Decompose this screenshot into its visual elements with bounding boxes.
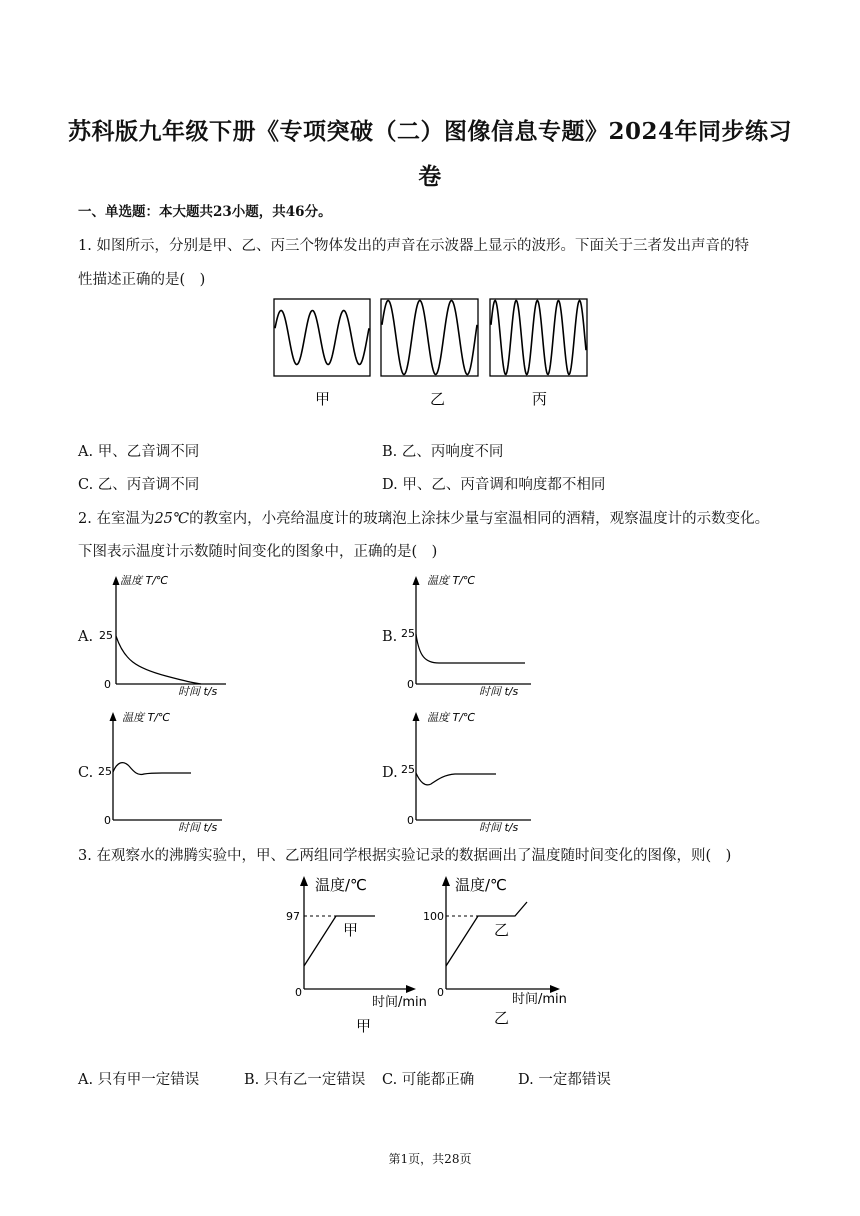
- graph-c-tick-25: 25: [98, 765, 112, 778]
- waveform-yi: [381, 299, 478, 376]
- graph-a-y-label: 温度 T/℃: [120, 574, 169, 587]
- graph-c-x-label: 时间 t/s: [178, 821, 218, 834]
- q2-option-b-label: B.: [382, 629, 398, 645]
- q3-graph-jia: [282, 868, 432, 1038]
- graph-yi-x-label: 时间/min: [512, 992, 567, 1007]
- q1-option-a: A. 甲、乙音调不同: [78, 444, 200, 460]
- graph-yi-origin: 0: [437, 986, 444, 999]
- graph-a-tick-25: 25: [99, 629, 113, 642]
- waveform-label-jia: 甲: [315, 390, 331, 408]
- graph-yi-curve: [446, 902, 527, 966]
- q1-stem-line2: 性描述正确的是( ): [78, 272, 206, 288]
- graph-c-y-label: 温度 T/℃: [122, 711, 171, 724]
- graph-jia-curve: [304, 916, 375, 966]
- graph-a-origin: 0: [104, 678, 111, 691]
- graph-jia-curve-label: 甲: [343, 921, 359, 939]
- q1-option-c: C. 乙、丙音调不同: [78, 477, 200, 493]
- graph-d-x-label: 时间 t/s: [479, 821, 519, 834]
- graph-jia-tick-97: 97: [286, 910, 300, 923]
- q2-stem-line1: [78, 509, 769, 529]
- q3-graph-yi: [422, 868, 582, 1038]
- waveform-label-bing: 丙: [532, 390, 548, 408]
- graph-d-tick-25: 25: [401, 763, 415, 776]
- graph-d-origin: 0: [407, 814, 414, 827]
- page-footer: 第1页，共28页: [388, 1152, 472, 1166]
- graph-b-tick-25: 25: [401, 627, 415, 640]
- waveform-jia: [274, 299, 370, 376]
- graph-b-x-label: 时间 t/s: [479, 685, 519, 698]
- q1-option-b: B. 乙、丙响度不同: [382, 444, 504, 460]
- q2-option-c-label: C.: [78, 765, 94, 781]
- q2-graph-d: [399, 704, 539, 838]
- graph-b-y-label: 温度 T/℃: [427, 574, 476, 587]
- graph-yi-tick-100: 100: [423, 910, 444, 923]
- q2-option-a-label: A.: [78, 629, 94, 645]
- graph-b-origin: 0: [407, 678, 414, 691]
- q1-waveform-figure: [260, 290, 600, 415]
- q2-option-d-label: D.: [382, 765, 398, 781]
- q2-stem-temp: 25℃: [154, 511, 190, 527]
- graph-jia-caption: 甲: [356, 1017, 372, 1035]
- q3-option-a: A. 只有甲一定错误: [78, 1072, 200, 1088]
- section-heading: 一、单选题：本大题共23小题，共46分。: [78, 204, 332, 220]
- q2-graph-c: [96, 704, 236, 838]
- graph-d-y-label: 温度 T/℃: [427, 711, 476, 724]
- graph-yi-caption: 乙: [494, 1009, 510, 1027]
- q3-option-d: D. 一定都错误: [518, 1072, 611, 1088]
- q2-stem-pre: 2. 在室温为: [78, 511, 155, 527]
- q1-stem-line1: 1. 如图所示，分别是甲、乙、丙三个物体发出的声音在示波器上显示的波形。下面关于三者发出声音的特: [78, 238, 749, 254]
- q2-graph-a: [96, 568, 236, 702]
- graph-jia-x-label: 时间/min: [372, 995, 427, 1010]
- q2-stem-post: 的教室内，小亮给温度计的玻璃泡上涂抹少量与室温相同的酒精，观察温度计的示数变化。: [189, 511, 770, 527]
- q3-stem: 3. 在观察水的沸腾实验中，甲、乙两组同学根据实验记录的数据画出了温度随时间变化的图像，则( ): [78, 848, 732, 864]
- doc-title-line1: 苏科版九年级下册《专项突破（二）图像信息专题》2024年同步练习: [67, 118, 792, 145]
- q1-option-d: D. 甲、乙、丙音调和响度都不相同: [382, 477, 606, 493]
- q2-graph-b: [399, 568, 539, 702]
- graph-a-x-label: 时间 t/s: [178, 685, 218, 698]
- q3-option-c: C. 可能都正确: [382, 1072, 475, 1088]
- graph-yi-y-label: 温度/℃: [455, 876, 507, 894]
- graph-b-curve: [416, 634, 525, 663]
- graph-c-curve: [113, 763, 191, 775]
- q3-option-b: B. 只有乙一定错误: [244, 1072, 366, 1088]
- graph-yi-curve-label: 乙: [494, 921, 510, 939]
- waveform-label-yi: 乙: [430, 390, 446, 408]
- waveform-bing: [490, 299, 587, 376]
- graph-d-curve: [416, 773, 496, 785]
- graph-c-origin: 0: [104, 814, 111, 827]
- graph-jia-origin: 0: [295, 986, 302, 999]
- graph-jia-y-label: 温度/℃: [315, 876, 367, 894]
- doc-title-line2: 卷: [418, 163, 442, 190]
- graph-a-curve: [116, 636, 201, 684]
- q2-stem-line2: 下图表示温度计示数随时间变化的图象中，正确的是( ): [78, 544, 438, 560]
